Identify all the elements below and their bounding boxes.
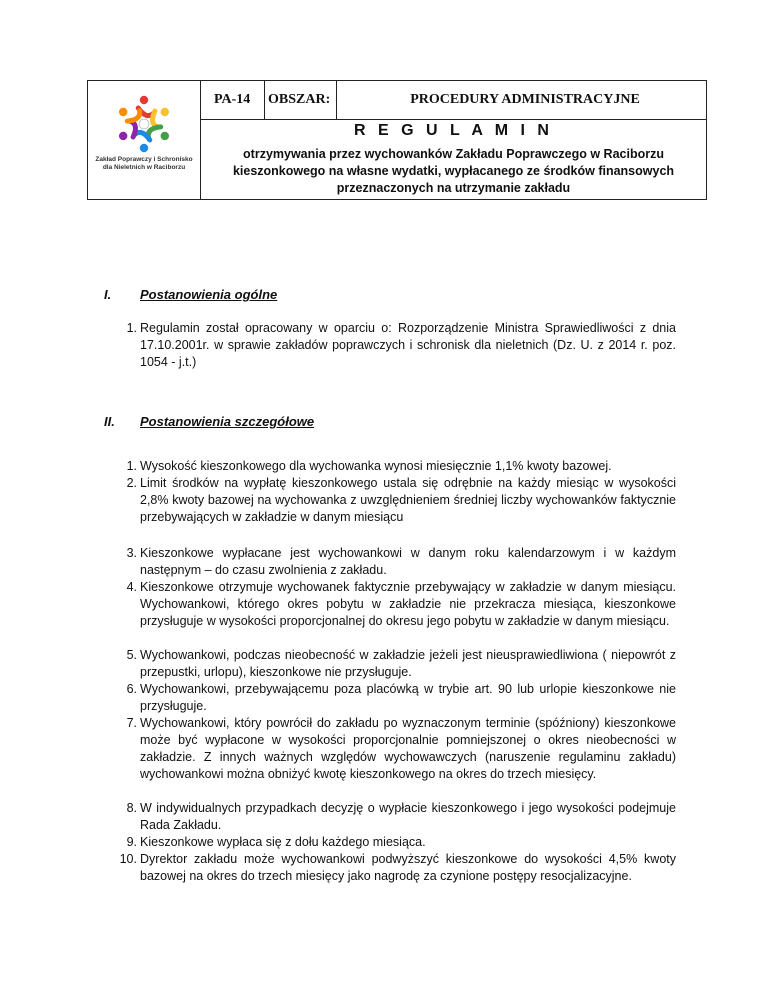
list-item-number: 3. (126, 546, 137, 560)
list-item (126, 579, 676, 630)
list-item-number: 2. (126, 476, 137, 490)
list-item-number: 7. (126, 716, 137, 730)
list-item-text: Regulamin został opracowany w oparciu o: Rozporządzenie Ministra Sprawiedliwości z dnia 17.10.2001r. w sprawie zakładów poprawczych i schronisk dla nieletnich (Dz. U. z 2014 r. poz. 1054 - j.t.) (140, 321, 676, 370)
procedure-code: PA-14 (214, 92, 251, 107)
list-item-number: 5. (126, 648, 137, 662)
title-area (201, 120, 706, 199)
area-label-cell (265, 81, 337, 119)
logo-figure-body (127, 111, 139, 121)
list-item-text: Wychowankowi, który powrócił do zakładu po wyznaczonym terminie (spóźniony) kieszonkowe może być wypłacone w wysokości proporcjonalnie pomniejszonej o okres nieobecności w zakładzie. Z innych ważnych względów wychowawczych (naruszenie regulaminu zakładu) wychowankowi można obniżyć kwotę kieszonkowego na okres do trzech miesięcy. (140, 716, 676, 782)
list-item-text: Wychowankowi, przebywającemu poza placówką w trybie art. 90 lub urlopie kieszonkowe nie przysługuje. (140, 682, 676, 714)
institution-logo-icon (113, 93, 175, 155)
logo-cell (88, 81, 201, 199)
list-item (119, 851, 676, 885)
list-item (126, 458, 676, 475)
list-item-text: W indywidualnych przypadkach decyzję o wypłacie kieszonkowego i jego wysokości podejmuje Rada Zakładu. (140, 801, 676, 833)
list-item-text: Kieszonkowe otrzymuje wychowanek faktycznie przebywający w zakładzie w danym miesiącu. Wychowankowi, którego okres pobytu w zakładzie nie przekracza miesiąca, kieszonkowe przysługuje w wysokości proporcjonalnej do okresu jego pobytu w zakładzie w danym miesiącu. (140, 580, 676, 629)
list-item (126, 800, 676, 834)
list-item-number: 4. (126, 580, 137, 594)
section-2-title: Postanowienia szczegółowe (140, 414, 315, 429)
code-row (201, 81, 706, 120)
section-1-title: Postanowienia ogólne (140, 287, 278, 302)
logo-figure-head (161, 132, 169, 140)
logo-figure-head (140, 96, 148, 104)
logo-figure-body (153, 111, 158, 127)
logo-figure-head (140, 144, 148, 152)
logo-figure-head (161, 108, 169, 116)
document-header-table (87, 80, 707, 200)
list-item-number: 9. (126, 835, 137, 849)
list-item-number: 10. (119, 852, 137, 866)
list-item (126, 475, 676, 526)
list-item (126, 681, 676, 715)
list-item (126, 647, 676, 681)
list-item-text: Kieszonkowe wypłaca się z dołu każdego miesiąca. (140, 835, 426, 849)
list-item-text: Kieszonkowe wypłacane jest wychowankowi w danym roku kalendarzowym i w każdym następnym – do czasu zwolnienia z zakładu. (140, 546, 676, 578)
list-item-number: 1. (126, 459, 137, 473)
list-item-text: Limit środków na wypłatę kieszonkowego ustala się odrębnie na każdy miesiąc w wysokości 2,8% kwoty bazowej na wychowanka z uwzględnieniem średniej liczby wychowanków faktycznie przebywających w zakładzie w danym miesiącu (140, 476, 676, 525)
logo-figure-body (130, 121, 135, 137)
document-title: R E G U L A M I N (354, 122, 553, 139)
area-label: OBSZAR: (268, 92, 331, 107)
logo-caption: Zakład Poprawczy i Schronisko dla Nieletnich w Raciborzu (95, 156, 193, 171)
section-2-number: II. (104, 414, 115, 429)
area-value: PROCEDURY ADMINISTRACYJNE (410, 92, 640, 107)
list-item (126, 834, 676, 851)
list-item-number: 8. (126, 801, 137, 815)
list-item (126, 545, 676, 579)
list-item-number: 6. (126, 682, 137, 696)
logo-figure-head (119, 132, 127, 140)
list-item-number: 1. (126, 321, 137, 335)
logo-figure-head (119, 108, 127, 116)
list-item (126, 320, 676, 371)
section-1-number: I. (104, 287, 112, 302)
logo-figure-body (148, 127, 160, 137)
list-item-text: Dyrektor zakładu może wychowankowi podwyższyć kieszonkowe do wysokości 4,5% kwoty bazowej na okres do trzech miesięcy jako nagrodę za czynione postępy resocjalizacyjne. (140, 852, 676, 884)
list-item-text: Wychowankowi, podczas nieobecność w zakładzie jeżeli jest nieusprawiedliwiona ( niepowrót z przepustki, urlopu), kieszonkowe nie przysługuje. (140, 648, 676, 680)
document-subtitle: otrzymywania przez wychowanków Zakładu Poprawczego w Raciborzu kieszonkowego na własne wydatki, wypłacanego ze środków finansowych przeznaczonych na utrzymanie zakładu (232, 147, 675, 195)
list-item-text: Wysokość kieszonkowego dla wychowanka wynosi miesięcznie 1,1% kwoty bazowej. (140, 459, 612, 473)
list-item (126, 715, 676, 783)
procedure-code-cell (201, 81, 265, 119)
area-value-cell (337, 81, 706, 119)
